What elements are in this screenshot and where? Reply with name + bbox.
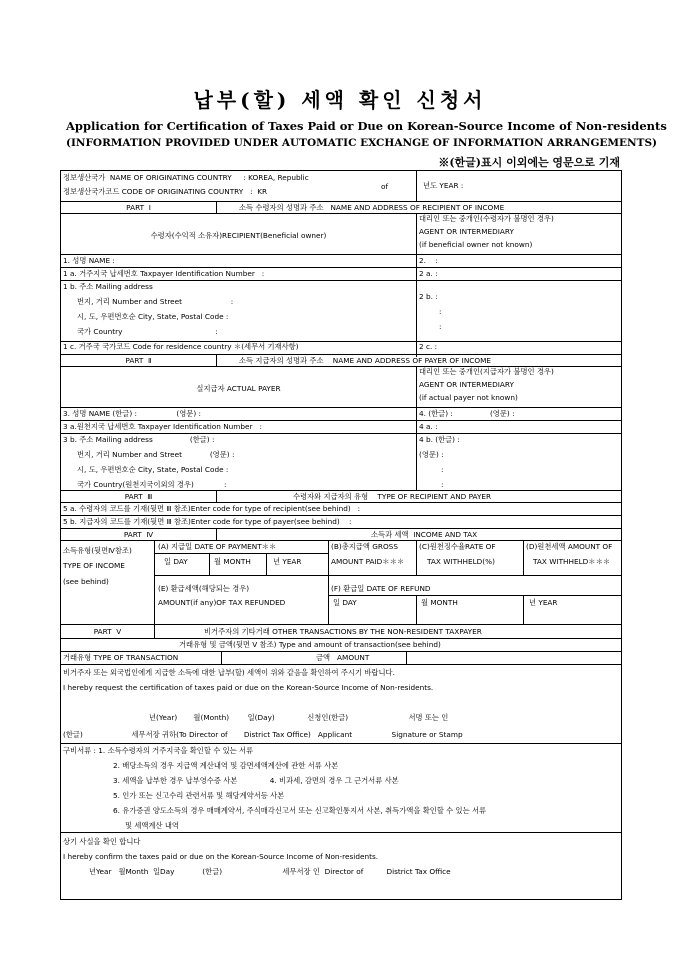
docs-line-5: 6. 유가증권 양도소득의 경우 매매계약서, 주식매각신고서 또는 신고확인통지서 사본, 취득가액을 확인할 수 있는 서류 (113, 806, 487, 815)
year-field: 년도 YEAR : (423, 181, 464, 190)
docs-line-4: 5. 인가 또는 신고수리 관련서류 및 해당계약서등 사본 (113, 791, 285, 800)
form-subtitle-en2: (INFORMATION PROVIDED UNDER AUTOMATIC EXCHANGE OF INFORMATION ARRANGEMENTS) (66, 137, 658, 149)
field-4b-line3: : (441, 465, 444, 474)
col-f-refund-date: (F) 환급일 DATE OF REFUND (331, 584, 431, 593)
col-a-year: 년 YEAR (273, 557, 302, 566)
request-sign-line: (한글) 세무서장 귀하(To Director of District Tax Office) Applicant Signature or Stamp (63, 730, 463, 739)
confirm-text-en: I hereby confirm the taxes paid or due on the Korean-Source Income of Non-residents. (63, 852, 379, 861)
field-2a: 2 a. : (419, 269, 438, 278)
col-d-withheld-kr: (D)원천세액 AMOUNT OF (526, 542, 613, 551)
field-3a-tin: 3 a.원천지국 납세번호 Taxpayer Identification Number : (63, 422, 262, 431)
income-type-en: TYPE OF INCOME (63, 561, 125, 570)
field-1b-address: 1 b. 주소 Mailing address (63, 282, 153, 291)
field-2: 2. : (419, 256, 438, 265)
part1-agent-note: (if beneficial owner not known) (419, 240, 533, 249)
field-5a: 5 a. 수령자의 코드를 기재(뒷면 Ⅲ 참조)Enter code for type of recipient(see behind) : (63, 504, 361, 513)
part2-agent-en: AGENT OR INTERMEDIARY (419, 380, 514, 389)
field-3b-street: 번지, 거리 Number and Street (영문) : (77, 450, 235, 459)
col-f-month: 월 MONTH (421, 598, 458, 607)
income-type-note: (see behind) (63, 577, 109, 586)
form-note: ※(한글)표시 이외에는 영문으로 기재 (438, 156, 620, 169)
docs-line-6: 및 세액계산 내역 (125, 821, 179, 830)
part3-label: PART Ⅲ (124, 492, 153, 501)
part1-agent-en: AGENT OR INTERMEDIARY (419, 227, 514, 236)
income-type-kr: 소득유형(뒷면Ⅳ참조) (63, 546, 132, 555)
col-d-withheld-en: TAX WITHHELD＊＊＊ (533, 557, 611, 566)
part2-payer: 실지급자 ACTUAL PAYER (196, 384, 281, 393)
confirm-date-line: 년Year 월Month 일Day (한글) 세무서장 인 Director of District Tax Office (89, 867, 451, 876)
col-c-rate-kr: (C)원천징수율RATE OF (419, 542, 496, 551)
field-1a-tin: 1 a. 거주지국 납세번호 Taxpayer Identification Number : (63, 269, 265, 278)
col-f-year: 년 YEAR (529, 598, 558, 607)
col-c-rate-en: TAX WITHHELD(%) (427, 557, 495, 566)
field-1-name: 1. 성명 NAME : (63, 256, 115, 265)
col-e-refund-en: AMOUNT(if any)OF TAX REFUNDED (158, 598, 286, 607)
part1-agent-kr: 대리인 또는 중개인(수령자가 불명인 경우) (419, 214, 554, 223)
part1-label: PART Ⅰ (126, 203, 151, 212)
part2-agent-kr: 대리인 또는 중개인(지급자가 불명인 경우) (419, 367, 554, 376)
field-3b-city: 시, 도, 우편번호순 City, State, Postal Code : (77, 465, 229, 474)
docs-line-1: 구비서류 : 1. 소득수령자의 거주지국을 확인할 수 있는 서류 (63, 746, 254, 755)
transaction-amount-label: 금액 AMOUNT (316, 653, 370, 662)
request-date-line: 년(Year) 월(Month) 일(Day) 신청인(한글) 서명 또는 인 (149, 713, 449, 722)
part2-agent-note: (if actual payer not known) (419, 393, 518, 402)
col-f-day: 일 DAY (333, 598, 357, 607)
field-5b: 5 b. 지급자의 코드를 기재(뒷면 Ⅲ 참조)Enter code for type of payer(see behind) : (63, 517, 352, 526)
field-1c-code: 1 c. 거주국 국가코드 Code for residence country ＊(세무서 기재사항) (63, 342, 299, 351)
part4-label: PART Ⅳ (123, 530, 154, 539)
docs-line-2: 2. 배당소득의 경우 지급액 계산내역 및 감면세액계산에 관한 서류 사본 (113, 761, 339, 770)
field-2b-line2: : (439, 307, 442, 316)
part5-subtitle: 거래유형 및 금액(뒷면 Ⅴ 참조) Type and amount of transaction(see behind) (179, 640, 441, 649)
form-subtitle-en: Application for Certification of Taxes Paid or Due on Korean-Source Income of Non-residents (66, 119, 667, 133)
col-b-gross-kr: (B)총지급액 GROSS (331, 542, 398, 551)
transaction-type-label: 거래유형 TYPE OF TRANSACTION (63, 653, 179, 662)
country-code-field: 정보생산국가코드 CODE OF ORIGINATING COUNTRY : KR (63, 187, 268, 196)
field-2c: 2 c. : (419, 342, 438, 351)
field-2b: 2 b. : (419, 292, 438, 301)
part5-title: 비거주자의 기타거래 OTHER TRANSACTIONS BY THE NON-RESIDENT TAXPAYER (204, 627, 482, 636)
part5-label: PART Ⅴ (93, 627, 122, 636)
part1-recipient: 수령자(수익적 소유자)RECIPIENT(Beneficial owner) (150, 231, 327, 240)
col-b-gross-en: AMOUNT PAID＊＊＊ (331, 557, 405, 566)
country-name-field: 정보생산국가 NAME OF ORIGINATING COUNTRY : KOREA, Republic (63, 173, 309, 182)
field-4b: 4 b. (한글) : (419, 435, 460, 444)
field-4b-line4: : (441, 480, 444, 489)
form-title: 납부(할) 세액 확인 신청서 (193, 88, 487, 112)
field-2b-line3: : (439, 322, 442, 331)
part1-title: 소득 수령자의 성명과 주소 NAME AND ADDRESS OF RECIPIENT OF INCOME (239, 203, 505, 212)
part2-title: 소득 지급자의 성명과 주소 NAME AND ADDRESS OF PAYER OF INCOME (239, 356, 492, 365)
field-3b-country: 국가 Country(원천지국이외의 경우) : (77, 480, 227, 489)
part3-title: 수령자와 지급자의 유형 TYPE OF RECIPIENT AND PAYER (293, 492, 492, 501)
part2-label: PART Ⅱ (125, 356, 152, 365)
field-3b-address: 3 b. 주소 Mailing address (한글) : (63, 435, 215, 444)
col-a-month: 월 MONTH (214, 557, 251, 566)
field-1b-city: 시, 도, 우편번호순 City, State, Postal Code : (77, 312, 229, 321)
field-4: 4. (한글) : (영문) : (419, 409, 515, 418)
field-1b-country: 국가 Country : (77, 327, 218, 336)
request-text-en: I hereby request the certification of taxes paid or due on the Korean-Source Income of Non-residents. (63, 683, 434, 692)
col-a-day: 일 DAY (164, 557, 188, 566)
docs-line-3: 3. 세액을 납부한 경우 납부영수증 사본 4. 비과세, 감면의 경우 그 근거서류 사본 (113, 776, 399, 785)
field-3-name: 3. 성명 NAME (한글) : (영문) : (63, 409, 201, 418)
field-4a: 4 a. : (419, 422, 438, 431)
confirm-text-kr: 상기 사실을 확인 합니다 (63, 837, 141, 846)
part4-title: 소득과 세액 INCOME AND TAX (371, 530, 478, 539)
of-label: of (381, 182, 389, 191)
application-form (60, 170, 622, 900)
request-text-kr: 비거주자 또는 외국법인에게 지급한 소득에 대한 납부(할) 세액이 위와 같음을 확인하여 주시기 바랍니다. (63, 668, 395, 677)
col-a-payment-date: (A) 지급일 DATE OF PAYMENT＊＊ (158, 542, 277, 551)
col-e-refund-kr: (E) 환급세액(해당되는 경우) (158, 584, 250, 593)
field-1b-street: 번지, 거리 Number and Street : (77, 297, 234, 306)
field-4b-en: (영문) : (419, 450, 444, 459)
